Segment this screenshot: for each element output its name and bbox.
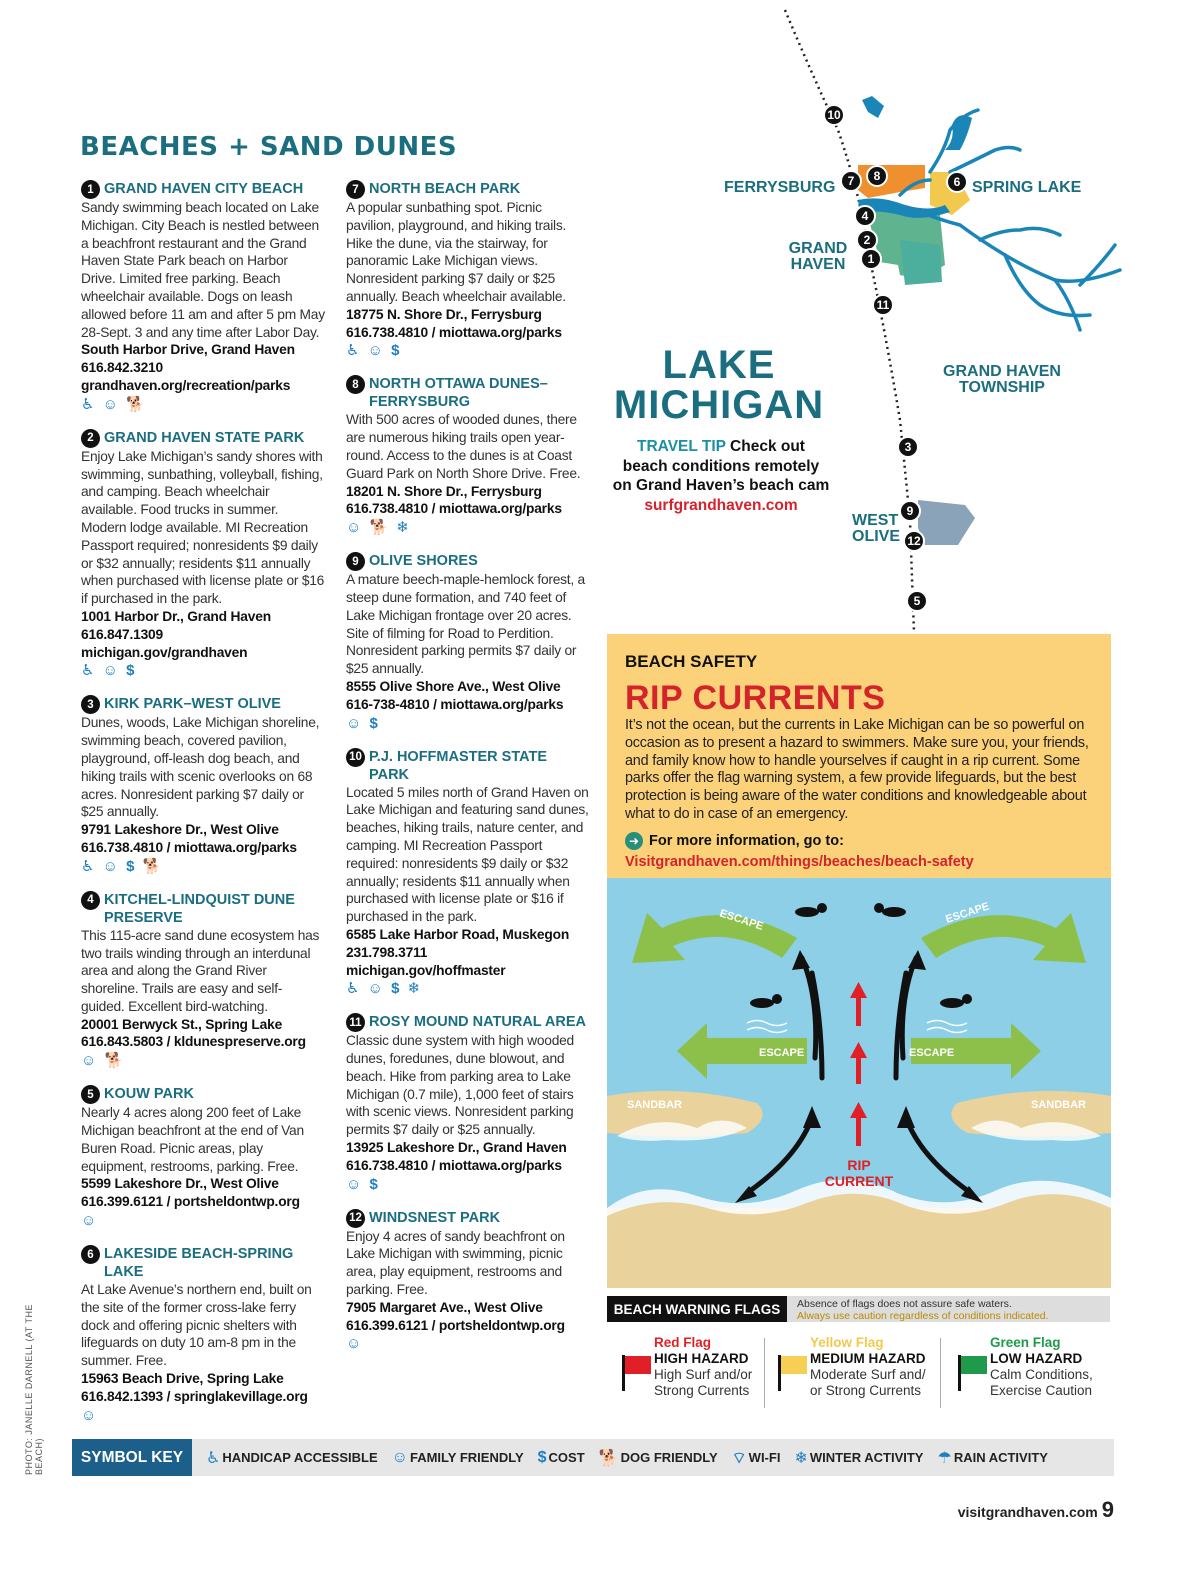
map-pin-4: 4 — [854, 205, 876, 227]
flag-desc: Calm Conditions, — [990, 1367, 1093, 1382]
entry-amenity-icons: ☺ — [81, 1212, 99, 1230]
travel-tip-text1: Check out — [730, 438, 805, 455]
label-olive: OLIVE — [852, 528, 901, 545]
beach-entry — [346, 375, 590, 538]
page-footer — [958, 1497, 1114, 1523]
entry-address: 13925 Lakeshore Dr., Grand Haven — [346, 1140, 567, 1156]
entry-website[interactable]: grandhaven.org/recreation/parks — [81, 377, 291, 393]
map-pin-7: 7 — [840, 170, 862, 192]
map-pin-6: 6 — [946, 171, 968, 193]
entry-amenity-icons: ☺ 🐕 — [81, 1052, 126, 1070]
entry-website[interactable]: michigan.gov/grandhaven — [81, 644, 248, 660]
travel-tip-label: TRAVEL TIP — [637, 438, 726, 455]
symbol-icon: 🐕 — [598, 1449, 619, 1467]
entry-address: 20001 Berwyck St., Spring Lake — [81, 1016, 283, 1032]
entry-description: Located 5 miles north of Grand Haven on Lake Michigan and featuring sand dunes, beaches, hiking trails, nature center, and camping. MI Recreation Passport required: nonresidents $9 daily or $32 annually; residents $11 annually when purchased with license plate or $16 if purchased in the park. — [346, 784, 589, 925]
entry-description: A mature beech-maple-hemlock forest, a steep dune formation, and 740 feet of Lake Michigan frontage over 20 acres. Site of filming for Road to Perdition. Nonresident parking permits $7 daily or $25 annually. — [346, 572, 585, 677]
escape-label-top-right: ESCAPE — [944, 900, 991, 926]
symbol-key-item — [599, 1448, 718, 1468]
flag-name: Yellow Flag — [810, 1335, 884, 1350]
photo-credit: PHOTO: JANELLE DARNELL (AT THE BEACH) — [24, 1303, 44, 1475]
entry-heading — [81, 429, 325, 448]
entry-contact: 616.847.1309 — [81, 626, 163, 642]
entry-number: 3 — [81, 695, 100, 714]
map-pin-12: 12 — [903, 530, 925, 552]
entry-amenity-icons: ☺ $ — [346, 1175, 380, 1193]
symbol-key-item — [538, 1448, 585, 1468]
symbol-key — [72, 1439, 1114, 1476]
lake-michigan-label — [612, 345, 826, 425]
beach-entry — [346, 552, 590, 733]
flag-desc: Moderate Surf and/ — [810, 1367, 926, 1382]
entry-heading — [81, 891, 325, 927]
rip-currents-title: RIP CURRENTS — [625, 679, 886, 717]
entry-contact: 616.399.6121 / portsheldontwp.org — [81, 1194, 300, 1210]
entry-amenity-icons: ☺ — [346, 1335, 364, 1353]
entry-address: 5599 Lakeshore Dr., West Olive — [81, 1176, 279, 1192]
entry-contact: 616.738.4810 / miottawa.org/parks — [346, 324, 562, 340]
north-lake — [862, 96, 884, 118]
symbol-key-item — [794, 1448, 923, 1468]
entry-number: 10 — [346, 748, 365, 767]
entry-description: Sandy swimming beach located on Lake Michigan. City Beach is nestled between a beachfront restaurant and the Grand Haven State Park beach on Harbor Drive. Limited free parking. Beach wheelchair available. Dogs on leash allowed before 11 am and after 5 pm May 28-Sept. 3 and any time after Labor Day. — [81, 200, 325, 340]
symbol-icon: $ — [537, 1448, 547, 1466]
entry-contact: 616.738.4810 / miottawa.org/parks — [346, 1157, 562, 1173]
beach-entry — [81, 429, 325, 682]
symbol-icon: ❄ — [794, 1449, 808, 1467]
footer-site: visitgrandhaven.com — [957, 1504, 1098, 1520]
safety-heading: BEACH SAFETY — [625, 652, 758, 671]
entry-address: 8555 Olive Shore Ave., West Olive — [346, 678, 561, 694]
entry-heading — [81, 1085, 325, 1104]
entry-name: GRAND HAVEN CITY BEACH — [104, 181, 304, 197]
entry-description: Enjoy 4 acres of sandy beachfront on Lake Michigan with swimming, picnic area, play equipment, restrooms and parking. Free. — [346, 1228, 565, 1298]
entry-amenity-icons: ☺ $ — [346, 714, 380, 732]
safety-link[interactable]: Visitgrandhaven.com/things/beaches/beach-safety — [625, 854, 974, 870]
rip-current-diagram — [607, 878, 1111, 1288]
flag-red — [620, 1335, 770, 1399]
entry-name: NORTH OTTAWA DUNES–FERRYSBURG — [369, 376, 548, 411]
entry-name: KITCHEL-LINDQUIST DUNE PRESERVE — [104, 891, 295, 926]
beach-entry — [346, 748, 590, 1000]
map-pin-1: 1 — [860, 248, 882, 270]
symbol-label: HANDICAP ACCESSIBLE — [222, 1450, 378, 1465]
green-flag-icon — [956, 1353, 988, 1393]
map-pin-9: 9 — [899, 500, 921, 522]
more-info-label: For more information, go to: — [649, 833, 844, 849]
entry-contact: 616-738-4810 / miottawa.org/parks — [346, 696, 564, 712]
entry-heading — [346, 1013, 590, 1032]
entry-number: 1 — [81, 180, 100, 199]
entry-description: Classic dune system with high wooded dunes, foredunes, dune blowout, and beach. Hike from parking area to Lake Michigan (0.7 mile), 1,000 feet of stairs with scenic views. Nonresident parking permits $7 daily or $25 annually. — [346, 1033, 574, 1138]
beach-entry — [81, 695, 325, 876]
flag-divider — [940, 1338, 941, 1408]
entry-address: 9791 Lakeshore Dr., West Olive — [81, 822, 279, 838]
label-gh-township — [940, 364, 1064, 396]
beach-entry — [81, 1245, 325, 1426]
entry-description: With 500 acres of wooded dunes, there are numerous hiking trails open year-round. Access to the dunes is at Coast Guard Park on North Shore Drive. Free. — [346, 412, 581, 481]
entry-name: WINDSNEST PARK — [369, 1209, 501, 1226]
map-pin-3: 3 — [897, 436, 919, 458]
entry-contact: 616.738.4810 / miottawa.org/parks — [81, 839, 297, 855]
entry-heading — [346, 552, 590, 571]
entry-address: 1001 Harbor Dr., Grand Haven — [81, 608, 271, 624]
map-pin-8: 8 — [866, 165, 888, 187]
label-grand-haven — [788, 241, 848, 273]
map-pin-10: 10 — [823, 104, 845, 126]
warning-flags-heading: BEACH WARNING FLAGS — [607, 1296, 787, 1322]
entry-name: OLIVE SHORES — [369, 553, 478, 570]
entry-heading — [346, 748, 590, 784]
symbol-icon: ☺ — [391, 1448, 408, 1466]
symbol-key-item — [206, 1448, 378, 1468]
entry-name: KOUW PARK — [104, 1086, 194, 1103]
entry-name: GRAND HAVEN STATE PARK — [104, 429, 305, 446]
lake-label-1: LAKE — [662, 343, 776, 387]
entry-description: At Lake Avenue’s northern end, built on the site of the former cross-lake ferry dock and offering picnic shelters with lifeguards on duty 10 am-8 pm in the summer. Free. — [81, 1282, 312, 1369]
symbol-key-item — [937, 1448, 1047, 1468]
flag-desc: High Surf and/or — [654, 1367, 753, 1382]
symbol-icon: ♿ — [206, 1449, 221, 1467]
entry-name: P.J. HOFFMASTER STATE PARK — [369, 748, 548, 783]
entry-description: Nearly 4 acres along 200 feet of Lake Michigan beachfront at the end of Van Buren Road. Picnic areas, play equipment, restrooms, parking. Free. — [81, 1105, 304, 1174]
more-info — [625, 832, 844, 850]
rip-label: RIP — [847, 1157, 871, 1173]
entry-amenity-icons: ☺ 🐕 ❄ — [346, 519, 411, 537]
entry-address: South Harbor Drive, Grand Haven — [81, 342, 295, 358]
flag-desc: Exercise Caution — [990, 1383, 1093, 1398]
label-gh-township-2: TOWNSHIP — [959, 379, 1045, 396]
entry-name: LAKESIDE BEACH-SPRING LAKE — [104, 1246, 294, 1281]
flag-desc: Strong Currents — [654, 1383, 750, 1398]
entry-address: 15963 Beach Drive, Spring Lake — [81, 1371, 284, 1387]
flag-green — [956, 1335, 1106, 1399]
entry-heading — [346, 375, 590, 411]
map-pin-5: 5 — [906, 590, 928, 612]
entry-contact: 616.399.6121 / portsheldontwp.org — [346, 1317, 565, 1333]
escape-label-left: ESCAPE — [759, 1047, 805, 1059]
entry-number: 12 — [346, 1209, 365, 1228]
symbol-icon: ⌔ — [731, 1449, 747, 1467]
entry-address: 18775 N. Shore Dr., Ferrysburg — [346, 306, 542, 322]
flags-note-1: Absence of flags does not assure safe waters. — [797, 1298, 1012, 1310]
label-haven: HAVEN — [790, 256, 846, 273]
entry-name: ROSY MOUND NATURAL AREA — [369, 1014, 586, 1031]
sandbar-label-right: SANDBAR — [1031, 1099, 1086, 1111]
label-west-olive — [852, 513, 900, 545]
entry-number: 7 — [346, 180, 365, 199]
safety-text: It’s not the ocean, but the currents in Lake Michigan can be so powerful on occasion as to present a hazard to swimmers. Make sure you, your friends, and family know how to handle yourselves if caught in a rip current. Some parks offer the flag warning system, a few provide lifeguards, but the best protection is being aware of the water conditions and knowledgeable about what to do in case of an emergency. — [625, 717, 1089, 822]
entry-contact: 616.842.3210 — [81, 360, 163, 376]
beach-entry — [81, 1085, 325, 1231]
entry-description: This 115-acre sand dune ecosystem has two trails winding through an interdunal area and along the Grand River shoreline. Trails are easy and self-guided. Excellent bird-watching. — [81, 927, 320, 1014]
lake-label-2: MICHIGAN — [613, 383, 825, 427]
entry-name: NORTH BEACH PARK — [369, 181, 521, 197]
travel-tip-text3: on Grand Haven’s beach cam — [612, 477, 830, 494]
grand-haven-south — [900, 240, 942, 285]
entry-amenity-icons: ☺ — [81, 1406, 99, 1424]
sandbar-label-left: SANDBAR — [627, 1099, 682, 1111]
symbol-key-items — [192, 1448, 1048, 1468]
symbol-label: WINTER ACTIVITY — [809, 1450, 924, 1465]
entry-heading — [81, 180, 325, 199]
entry-number: 8 — [346, 375, 365, 394]
flag-name: Red Flag — [654, 1335, 712, 1350]
beach-list-left — [81, 180, 325, 1440]
beach-entry — [346, 180, 590, 361]
entry-number: 11 — [346, 1013, 365, 1032]
red-flag-icon — [620, 1353, 652, 1393]
page-number: 9 — [1101, 1497, 1114, 1522]
travel-tip-link[interactable]: surfgrandhaven.com — [644, 496, 798, 514]
escape-label-top-left: ESCAPE — [718, 907, 765, 933]
beach-entry — [81, 180, 325, 415]
map-pin-2: 2 — [856, 229, 878, 251]
travel-tip — [604, 437, 838, 515]
symbol-key-heading: SYMBOL KEY — [72, 1439, 192, 1476]
flag-hazard: HIGH HAZARD — [654, 1351, 749, 1366]
warning-flags-note — [787, 1296, 1110, 1322]
flag-yellow — [776, 1335, 926, 1399]
entry-number: 5 — [81, 1085, 100, 1104]
beach-list-right — [346, 180, 590, 1368]
flag-divider — [764, 1338, 765, 1408]
entry-address: 18201 N. Shore Dr., Ferrysburg — [346, 483, 542, 499]
flag-swatch-0 — [625, 1356, 651, 1374]
beach-entry — [346, 1013, 590, 1194]
entry-description: Dunes, woods, Lake Michigan shoreline, swimming beach, covered pavilion, playground, off-leash dog beach, and hiking trails with scenic overlooks on 68 acres. Nonresident parking $7 daily or $25 annually. — [81, 715, 320, 820]
arrow-right-icon: ➜ — [625, 832, 643, 850]
entry-heading — [346, 180, 590, 199]
entry-number: 9 — [346, 552, 365, 571]
flag-name: Green Flag — [990, 1335, 1061, 1350]
entry-amenity-icons: ♿ ☺ $ — [346, 342, 402, 360]
label-grand: GRAND — [788, 240, 848, 257]
symbol-key-item — [732, 1448, 781, 1468]
label-west: WEST — [852, 512, 899, 529]
escape-label-right: ESCAPE — [909, 1047, 955, 1059]
entry-contact: 231.798.3711 — [346, 944, 428, 960]
page-title: BEACHES + SAND DUNES — [80, 132, 458, 162]
flag-desc: or Strong Currents — [810, 1383, 922, 1398]
entry-address: 6585 Lake Harbor Road, Muskegon — [346, 926, 570, 942]
entry-name: KIRK PARK–WEST OLIVE — [104, 696, 281, 713]
entry-amenity-icons: ♿ ☺ 🐕 — [81, 395, 147, 413]
flag-hazard: MEDIUM HAZARD — [810, 1351, 926, 1366]
entry-number: 2 — [81, 429, 100, 448]
entry-number: 4 — [81, 891, 100, 910]
entry-number: 6 — [81, 1245, 100, 1264]
entry-heading — [81, 695, 325, 714]
beach-safety-box — [607, 634, 1111, 878]
flags-note-2: Always use caution regardless of conditions indicated. — [797, 1310, 1049, 1322]
current-label: CURRENT — [824, 1173, 894, 1189]
entry-contact: 616.843.5803 / kldunespreserve.org — [81, 1034, 306, 1050]
symbol-key-item — [392, 1448, 524, 1468]
label-ferrysburg: FERRYSBURG — [724, 179, 836, 196]
entry-address: 7905 Margaret Ave., West Olive — [346, 1299, 543, 1315]
symbol-icon: ☂ — [937, 1449, 952, 1467]
beach-entry — [346, 1209, 590, 1355]
flag-hazard: LOW HAZARD — [990, 1351, 1083, 1366]
entry-amenity-icons: ♿ ☺ $ 🐕 — [81, 857, 164, 875]
symbol-label: DOG FRIENDLY — [620, 1450, 718, 1465]
symbol-label: RAIN ACTIVITY — [953, 1450, 1048, 1465]
entry-contact: 616.842.1393 / springlakevillage.org — [81, 1388, 308, 1404]
entry-heading — [81, 1245, 325, 1281]
west-olive-area — [918, 500, 975, 545]
entry-contact: 616.738.4810 / miottawa.org/parks — [346, 501, 562, 517]
entry-heading — [346, 1209, 590, 1228]
entry-amenity-icons: ♿ ☺ $ — [81, 662, 137, 680]
entry-website[interactable]: michigan.gov/hoffmaster — [346, 962, 506, 978]
entry-description: A popular sunbathing spot. Picnic pavilion, playground, and hiking trails. Hike the dune, via the stairway, for panoramic Lake Michigan views. Nonresident parking $7 daily or $25 annually. Beach wheelchair available. — [346, 200, 567, 304]
symbol-label: FAMILY FRIENDLY — [409, 1450, 524, 1465]
travel-tip-text2: beach conditions remotely — [622, 457, 820, 475]
label-gh-township-1: GRAND HAVEN — [943, 363, 1061, 380]
entry-description: Enjoy Lake Michigan’s sandy shores with swimming, sunbathing, volleyball, fishing, and camping. Beach wheelchair available. Food trucks in summer. Modern lodge available. MI Recreation Passport required; nonresidents $9 daily or $32 annually; residents $11 annually when purchased with license plate or $16 if purchased in the park. — [81, 448, 325, 607]
yellow-flag-icon — [776, 1353, 808, 1393]
symbol-label: COST — [548, 1450, 585, 1465]
beach-entry — [81, 891, 325, 1072]
symbol-label: WI-FI — [748, 1450, 781, 1465]
entry-amenity-icons: ♿ ☺ $ ❄ — [346, 980, 423, 998]
label-spring-lake: SPRING LAKE — [972, 179, 1082, 196]
map-pin-11: 11 — [872, 294, 894, 316]
